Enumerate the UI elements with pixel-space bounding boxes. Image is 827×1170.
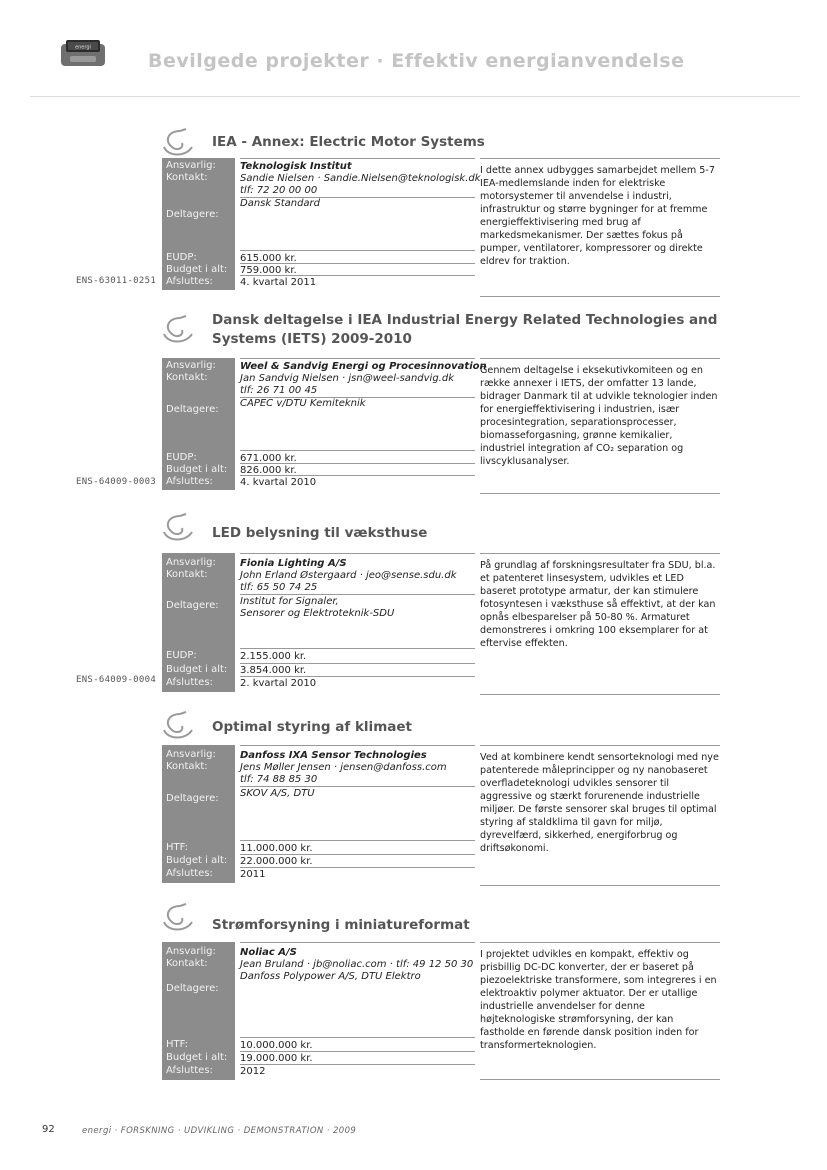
label-ansvarlig: Ansvarlig: (166, 160, 216, 171)
afsluttes-value: 2. kvartal 2010 (240, 678, 317, 689)
label-kontakt: Kontakt: (166, 372, 208, 383)
ansvarlig-value: Danfoss IXA Sensor Technologies (240, 750, 427, 761)
budget-value: 759.000 kr. (240, 265, 297, 276)
swirl-icon (158, 902, 202, 934)
budget-value: 826.000 kr. (240, 465, 297, 476)
kontakt-phone: tlf: 65 50 74 25 (240, 582, 318, 593)
support-value: 671.000 kr. (240, 453, 297, 464)
afsluttes-value: 4. kvartal 2011 (240, 277, 317, 288)
logo-text: energi (75, 44, 91, 51)
support-value: 10.000.000 kr. (240, 1040, 313, 1051)
ansvarlig-value: Fionia Lighting A/S (240, 558, 347, 569)
value-rule (240, 275, 475, 276)
kontakt-value: Sandie Nielsen · Sandie.Nielsen@teknologisk.dk (240, 173, 481, 184)
value-rule (240, 676, 475, 677)
label-kontakt: Kontakt: (166, 172, 208, 183)
project-title: Optimal styring af klimaet (212, 719, 412, 735)
label-deltagere: Deltagere: (166, 404, 219, 415)
project-title: LED belysning til væksthuse (212, 525, 428, 541)
footer-publication: energi · FORSKNING · UDVIKLING · DEMONSTRATION · 2009 (82, 1126, 357, 1136)
label-ansvarlig: Ansvarlig: (166, 360, 216, 371)
label-budget: Budget i alt: (166, 464, 228, 475)
value-rule (240, 663, 475, 664)
label-ansvarlig: Ansvarlig: (166, 749, 216, 760)
afsluttes-value: 2012 (240, 1066, 266, 1077)
value-rule (240, 840, 475, 841)
label-eudp: EUDP: (166, 452, 197, 463)
label-htf: HTF: (166, 1039, 188, 1050)
value-rule (240, 158, 475, 159)
project-description: I dette annex udbygges samarbejdet mellem 5-7 IEA-medlemslande inden for elektriske motorsystemer til anvendelse i industri, infrastruktur og større bygninger for at fremme energieffektivisering med brug af markedsmekanismer. Der sættes fokus på pumper, ventilatorer, kompressorer og direkte eldrev for traktion. (480, 158, 720, 297)
project-description: På grundlag af forskningsresultater fra SDU, bl.a. et patenteret linsesystem, udvikles et LED baseret prototype armatur, der kan stimulere fotosyntesen i væksthuse så effektivt, at der kan opnås elbesparelser på 50-80 %. Armaturet demonstreres i omkring 100 eksemplarer for at eftervise effekten. (480, 553, 720, 695)
label-afsluttes: Afsluttes: (166, 1065, 213, 1076)
project-title: IEA - Annex: Electric Motor Systems (212, 134, 485, 150)
budget-value: 3.854.000 kr. (240, 665, 307, 676)
value-rule (240, 1037, 475, 1038)
ansvarlig-value: Noliac A/S (240, 947, 297, 958)
label-budget: Budget i alt: (166, 264, 228, 275)
ens-number: ENS-64009-0003 (76, 477, 157, 487)
value-rule (240, 1051, 475, 1052)
label-afsluttes: Afsluttes: (166, 677, 213, 688)
label-deltagere: Deltagere: (166, 793, 219, 804)
ansvarlig-value: Teknologisk Institut (240, 161, 352, 172)
deltagere-value: SKOV A/S, DTU (240, 788, 315, 799)
label-deltagere: Deltagere: (166, 209, 219, 220)
swirl-icon (158, 127, 202, 159)
kontakt-value: John Erland Østergaard · jeo@sense.sdu.dk (240, 570, 457, 581)
label-kontakt: Kontakt: (166, 958, 208, 969)
value-rule (240, 250, 475, 251)
value-rule (240, 648, 475, 649)
label-eudp: EUDP: (166, 650, 197, 661)
swirl-icon (158, 710, 202, 742)
label-ansvarlig: Ansvarlig: (166, 946, 216, 957)
value-rule (240, 867, 475, 868)
label-ansvarlig: Ansvarlig: (166, 557, 216, 568)
kontakt-value: Jens Møller Jensen · jensen@danfoss.com (240, 762, 447, 773)
value-rule (240, 463, 475, 464)
value-rule (240, 942, 475, 943)
page-header-title: Bevilgede projekter · Effektiv energianvendelse (148, 50, 685, 72)
project-description: I projektet udvikles en kompakt, effektiv og prisbillig DC-DC konverter, der er baseret på piezoelektriske transformere, som integreres i en elektroaktiv polymer aktuator. Der er utallige industrielle anvendelser for denne højteknologiske strømforsyning, der kan fastholde en førende dansk position inden for transformerteknologien. (480, 942, 720, 1080)
label-budget: Budget i alt: (166, 855, 228, 866)
value-rule (240, 1064, 475, 1065)
project-description: Gennem deltagelse i eksekutivkomiteen og en række annexer i IETS, der omfatter 13 lande, bidrager Danmark til at udvikle teknologier inden for energieffektivisering i industrien, især procesintegration, separationsprocesser, biomasseforgasning, grønne kemikalier, industriel integration af CO₂ separation og livscyklusanalyser. (480, 358, 720, 494)
label-afsluttes: Afsluttes: (166, 476, 213, 487)
ansvarlig-value: Weel & Sandvig Energi og Procesinnovation (240, 361, 487, 372)
value-rule (240, 263, 475, 264)
label-kontakt: Kontakt: (166, 761, 208, 772)
label-afsluttes: Afsluttes: (166, 868, 213, 879)
kontakt-phone: tlf: 26 71 00 45 (240, 385, 318, 396)
value-rule (240, 450, 475, 451)
value-rule (240, 594, 475, 595)
label-afsluttes: Afsluttes: (166, 276, 213, 287)
value-rule (240, 475, 475, 476)
budget-value: 22.000.000 kr. (240, 856, 313, 867)
header-divider (30, 96, 800, 97)
page-number: 92 (42, 1124, 55, 1135)
support-value: 615.000 kr. (240, 253, 297, 264)
support-value: 2.155.000 kr. (240, 651, 307, 662)
value-rule (240, 786, 475, 787)
deltagere-value-2: Sensorer og Elektroteknik-SDU (240, 608, 395, 619)
support-value: 11.000.000 kr. (240, 843, 313, 854)
label-kontakt: Kontakt: (166, 569, 208, 580)
value-rule (240, 358, 475, 359)
logo-icon (58, 38, 108, 68)
label-deltagere: Deltagere: (166, 600, 219, 611)
afsluttes-value: 4. kvartal 2010 (240, 477, 317, 488)
ens-number: ENS-63011-0251 (76, 276, 157, 286)
ens-number: ENS-64009-0004 (76, 675, 157, 685)
swirl-icon (158, 314, 202, 346)
project-description: Ved at kombinere kendt sensorteknologi med nye patenterede måleprincipper og ny nanobaseret overfladeteknologi udvikles sensorer til aggressive og stærkt forurenende industrielle miljøer. De første sensorer skal bruges til optimal styring af staldklima til gavn for miljø, dyrevelfærd, sikkerhed, energiforbrug og driftsøkonomi. (480, 745, 720, 886)
kontakt-value: Jan Sandvig Nielsen · jsn@weel-sandvig.dk (240, 373, 454, 384)
label-htf: HTF: (166, 842, 188, 853)
kontakt-phone: tlf: 74 88 85 30 (240, 774, 318, 785)
deltagere-value: Dansk Standard (240, 198, 321, 209)
kontakt-phone: tlf: 72 20 00 00 (240, 185, 318, 196)
deltagere-value: CAPEC v/DTU Kemiteknik (240, 398, 366, 409)
label-budget: Budget i alt: (166, 1052, 228, 1063)
afsluttes-value: 2011 (240, 869, 266, 880)
deltagere-value: Institut for Signaler, (240, 596, 339, 607)
project-title: Strømforsyning i miniatureformat (212, 917, 470, 933)
budget-value: 19.000.000 kr. (240, 1053, 313, 1064)
value-rule (240, 553, 475, 554)
project-title: Dansk deltagelse i IEA Industrial Energy Related Technologies and Systems (IETS) 2009-2010 (212, 312, 718, 347)
kontakt-value: Jean Bruland · jb@noliac.com · tlf: 49 12 50 30 (240, 959, 474, 970)
value-rule (240, 745, 475, 746)
label-deltagere: Deltagere: (166, 983, 219, 994)
swirl-icon (158, 512, 202, 544)
value-rule (240, 854, 475, 855)
label-budget: Budget i alt: (166, 664, 228, 675)
label-eudp: EUDP: (166, 252, 197, 263)
deltagere-value: Danfoss Polypower A/S, DTU Elektro (240, 971, 421, 982)
